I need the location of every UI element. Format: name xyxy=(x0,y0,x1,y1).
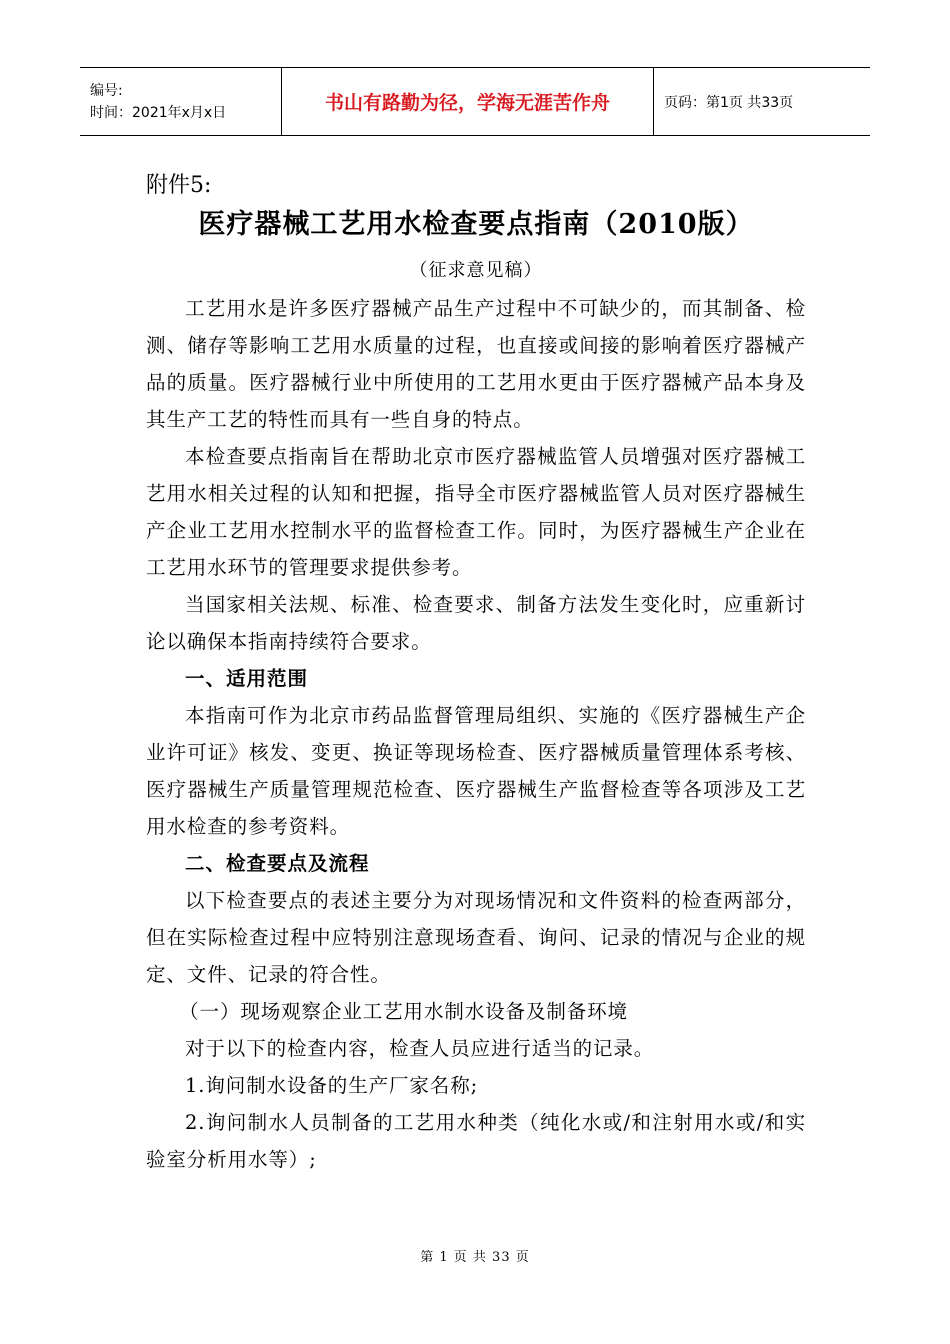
document-title: 医疗器械工艺用水检查要点指南（2010版） xyxy=(198,209,754,240)
paragraph-intro-1: 工艺用水是许多医疗器械产品生产过程中不可缺少的，而其制备、检测、储存等影响工艺用水质量的过程，也直接或间接的影响着医疗器械产品的质量。医疗器械行业中所使用的工艺用水更由于医疗器械产品本身及其生产工艺的特性而具有一些自身的特点。 xyxy=(146,297,806,431)
number-label: 编号: xyxy=(90,82,123,99)
page-header xyxy=(80,67,870,136)
paragraph-intro-3: 当国家相关法规、标准、检查要求、制备方法发生变化时，应重新讨论以确保本指南持续符合要求。 xyxy=(146,593,806,653)
section-2-text: 以下检查要点的表述主要分为对现场情况和文件资料的检查两部分，但在实际检查过程中应特别注意现场查看、询问、记录的情况与企业的规定、文件、记录的符合性。 xyxy=(146,889,806,986)
section-1-text: 本指南可作为北京市药品监督管理局组织、实施的《医疗器械生产企业许可证》核发、变更、换证等现场检查、医疗器械质量管理体系考核、医疗器械生产质量管理规范检查、医疗器械生产监督检查等各项涉及工艺用水检查的参考资料。 xyxy=(146,704,806,838)
page-footer: 第 1 页 共 33 页 xyxy=(420,1250,530,1265)
attachment-label: 附件5: xyxy=(146,173,212,198)
document-body xyxy=(146,170,806,1178)
document-subtitle: （征求意见稿） xyxy=(409,260,543,281)
list-item-1: 1.询问制水设备的生产厂家名称; xyxy=(185,1074,479,1097)
section-2-intro: 对于以下的检查内容，检查人员应进行适当的记录。 xyxy=(185,1037,655,1060)
time-label: 时间：2021年x月x日 xyxy=(90,104,227,121)
header-page-info: 页码：第1页 共33页 xyxy=(664,94,794,111)
section-2-heading: 二、检查要点及流程 xyxy=(185,852,370,875)
header-meta xyxy=(80,68,281,135)
section-1-heading: 一、适用范围 xyxy=(185,667,309,690)
paragraph-intro-2: 本检查要点指南旨在帮助北京市医疗器械监管人员增强对医疗器械工艺用水相关过程的认知和把握，指导全市医疗器械监管人员对医疗器械生产企业工艺用水控制水平的监督检查工作。同时，为医疗器械生产企业在工艺用水环节的管理要求提供参考。 xyxy=(146,445,806,579)
list-item-2: 2.询问制水人员制备的工艺用水种类（纯化水或/和注射用水或/和实验室分析用水等）; xyxy=(146,1111,806,1171)
header-motto: 书山有路勤为径，学海无涯苦作舟 xyxy=(281,68,654,135)
section-2-subheading: （一）现场观察企业工艺用水制水设备及制备环境 xyxy=(179,1000,628,1023)
